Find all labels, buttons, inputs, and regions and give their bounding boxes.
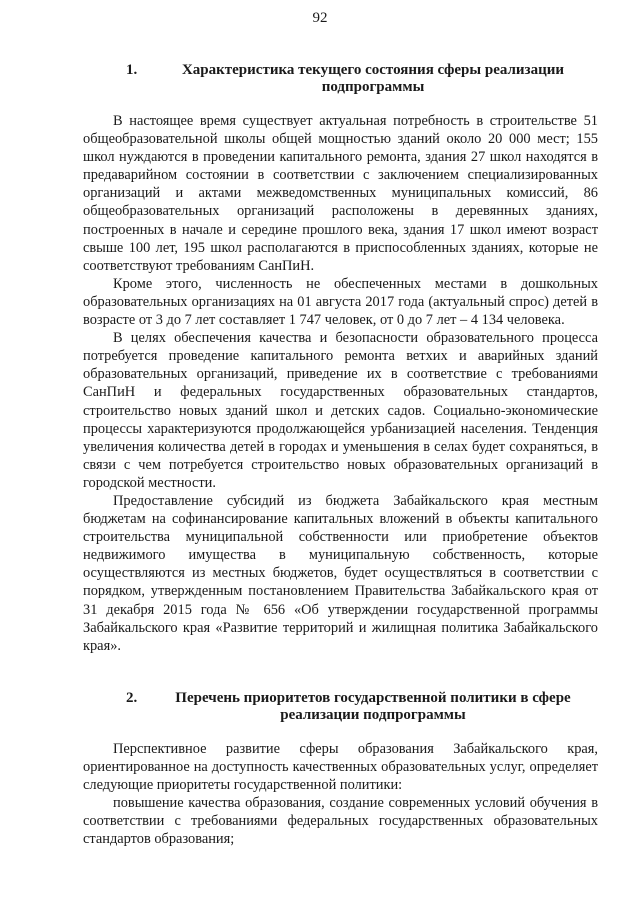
section-1-number: 1. <box>126 62 138 78</box>
section-2-heading <box>118 690 608 724</box>
section-2-paragraph: повышение качества образования, создание современных условий обучения в соответствии с требованиями федеральных государственных образовательных стандартов образования; <box>83 795 598 848</box>
section-1-heading <box>118 62 608 96</box>
section-1-paragraph: Кроме этого, численность не обеспеченных местами в дошкольных образовательных организациях на 01 августа 2017 года (актуальный спрос) детей в возрасте от 3 до 7 лет составляет 1 747 человек, от 0 до 7 лет – 4 134 человека. <box>83 275 598 329</box>
section-1-paragraph: В настоящее время существует актуальная потребность в строительстве 51 общеобразовательной школы общей мощностью зданий около 20 000 мест; 155 школ нуждаются в проведении капитального ремонта, здания 27 школ находятся в предаварийном состоянии в соответствии с заключением специализированных организаций и актами межведомственных муниципальных комиссий, 86 общеобразовательных организаций расположены в деревянных зданиях, построенных в начале и середине прошлого века, здания 17 школ имеют возраст свыше 100 лет, 195 школ располагаются в приспособленных зданиях, которые не соответствуют требованиям СанПиН. <box>83 113 598 274</box>
section-1-body <box>83 112 598 655</box>
section-1-paragraph: В целях обеспечения качества и безопасности образовательного процесса потребуется проведение капитального ремонта ветхих и аварийных зданий образовательных организаций, приведение их в соответствие с требованиями СанПиН и федеральных государственных образовательных стандартов, строительство новых зданий школ и детских садов. Социально-экономические процессы характеризуются продолжающейся урбанизацией населения. Тенденция увеличения количества детей в городах и уменьшения в селах будет сохраняться, в связи с чем потребуется строительство новых образовательных организаций в городской местности. <box>83 330 598 491</box>
page-number: 92 <box>312 10 328 26</box>
section-1-paragraph: Предоставление субсидий из бюджета Забайкальского края местным бюджетам на софинансирование капитальных вложений в объекты капитального строительства муниципальной собственности или приобретение объектов недвижимого имущества в муниципальную собственность, которые осуществляются из местных бюджетов, будет осуществляться в соответствии с порядком, утвержденным постановлением Правительства Забайкальского края от 31 декабря 2015 года № 656 «Об утверждении государственной программы Забайкальского края «Развитие территорий и жилищная политика Забайкальского края». <box>83 492 598 654</box>
section-2-title: Перечень приоритетов государственной политики в сфере реализации подпрограммы <box>175 690 571 723</box>
section-2-body <box>83 740 598 849</box>
section-2-number: 2. <box>126 690 138 706</box>
section-1-title: Характеристика текущего состояния сферы реализации подпрограммы <box>181 62 565 95</box>
section-2-paragraph: Перспективное развитие сферы образования Забайкальского края, ориентированное на доступность качественных образовательных услуг, определяет следующие приоритеты государственной политики: <box>83 741 598 794</box>
